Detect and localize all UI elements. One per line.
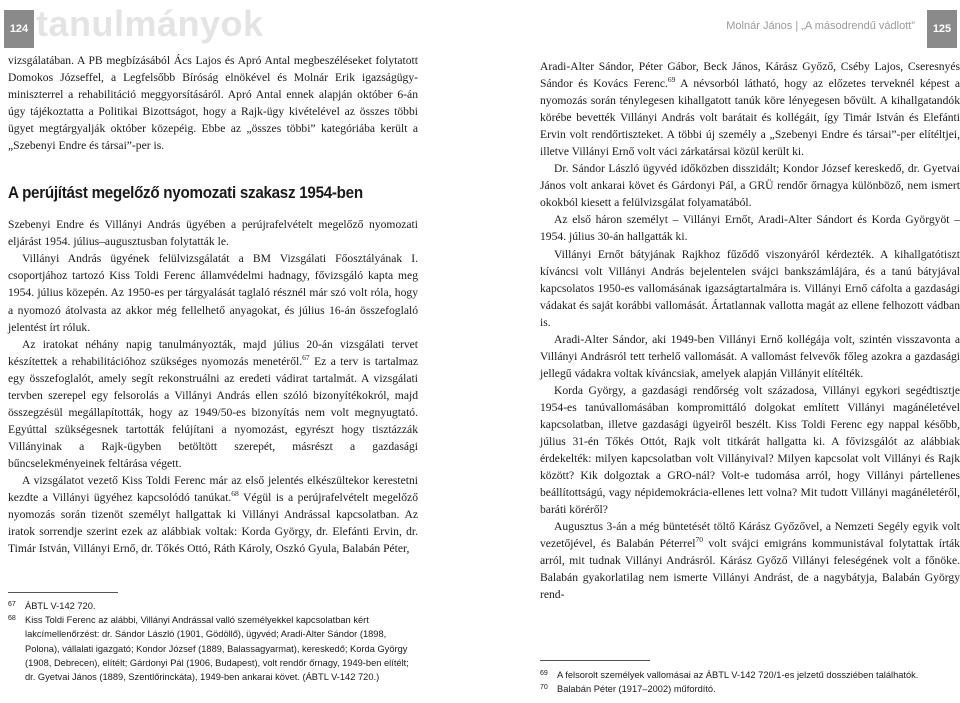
paragraph: vizsgálatában. A PB megbízásából Ács Lajos és Apró Antal megbeszéléseket folytatott Domokos Józseffel, a Legfelsőbb Bíróság elnökével és Molnár Erik igazságügy-miniszterrel a rehabilitáció meggyorsításáról. Apró Antal ennek alapján október 6-án úgy tájékoztatta a Politikai Bizottságot, hogy a Rajk-ügy kivételével az összes többi ügyet megtárgyalják október közepéig. Ebbe az „összes többi” kategóriába került a „Szebenyi Endre és társai”-per is. (8, 54, 418, 153)
footnote (540, 682, 960, 696)
right-column (540, 58, 960, 604)
footnote (540, 668, 960, 682)
paragraph (540, 58, 960, 160)
paragraph (8, 336, 418, 472)
footnote-ref-67[interactable]: 67 (302, 352, 310, 362)
paragraph-text: A névsorból látható, hogy az előzetes terveknél képest a nyomozás során ténylegesen kihallgatott tanúk köre lényegesen bővült. A kihallgatandók körébe bevették Villányi András volt barátait és kollégáit, így Timár István és Elefánti Ervin volt rendőrtiszteket. A többi új személy a „Szebenyi Endre és társai”-per elítéltjei, illetve Villányi Ernő volt váci zárkatársai közül került ki. (540, 77, 960, 159)
footnote-number: 67 (8, 601, 16, 608)
footnote-text: Kiss Toldi Ferenc az alábbi, Villányi Andrással valló személyekkel kapcsolatban kért lakcímellenőrzést: dr. Sándor László (1901, Gödöllő), ügyvéd; Aradi-Alter Sándor (1898, Polona), vállalati igazgató; Kondor József (1889, Balassagyarmat), kereskedő; Korda György (1908, Debrecen), elítélt; Gárdonyi Pál (1906, Budapest), volt rendőr őrnagy, 1949-ben elítélt; dr. Gyetvai János (1889, Szentlőrinckáta), 1949-ben ankarai követ. (ÁBTL V-142 720.) (25, 615, 409, 683)
left-column (8, 52, 418, 557)
paragraph-text: Aradi-Alter Sándor, Péter Gábor, Beck János, Kárász Győző, Cséby Lajos, Cseresnyés Sándor és Kovács Ferenc. (540, 60, 960, 91)
footnote-number: 69 (540, 670, 548, 677)
paragraph: Dr. Sándor László ügyvéd időközben disszidált; Kondor József kereskedő, dr. Gyetvai János volt ankarai követ és Gárdonyi Pál, a GRÜ rendőr őrnagya különböző, nem ismert okokból kiesett a felülvizsgálat folyamatából. (540, 162, 960, 210)
footnote (8, 599, 418, 613)
footnote-ref-69[interactable]: 69 (667, 75, 676, 85)
paragraph-text: A vizsgálatot vezető Kiss Toldi Ferenc már az első jelentés elkészültekor kerestetni kezdte a Villányi ügyéhez kapcsolódó tanúkat. (8, 473, 418, 505)
footnote-divider (540, 660, 650, 661)
footnote-text: A felsorolt személyek vallomásai az ÁBTL V-142 720/1-es jelzetű dossziében találhatók. (557, 670, 919, 680)
paragraph: Aradi-Alter Sándor, aki 1949-ben Villányi Ernő kollégája volt, szintén visszavonta a Villányi Andrásról tett terhelő vallomását. A vallomást felvevők főleg azokra a gazdasági jellegű vádakra voltak kíváncsiak, amelyek alapján Villányit elítélték. (540, 332, 960, 380)
paragraph-text: volt svájci emigráns kommunistával folytattak írták arról, mit tudnak Villányi Andrásról. Kárász Győző Villányi feleségének volt a főnöke. Balabán gyakorlatilag nem ismerte Villányi Andrást, de a nagybátyja, Balabán György rend- (540, 537, 960, 602)
footnotes-left (8, 599, 418, 684)
footnote-number: 70 (540, 684, 548, 692)
page-number-left: 124 (4, 10, 34, 48)
section-heading: A perújítást megelőző nyomozati szakasz 1954-ben (8, 184, 363, 203)
paragraph-text: Az iratokat néhány napig tanulmányozták, majd július 20-án vizsgálati tervet készítettek a rehabilitációhoz szükséges nyomozás menetéről. (8, 337, 418, 368)
paragraph: Az első háron személyt – Villányi Ernőt, Aradi-Alter Sándort és Korda Györgyöt – 1954. július 30-án hallgatták ki. (540, 213, 960, 244)
footnote (8, 613, 418, 684)
paragraph-text: Végül is a perújrafelvételt megelőző nyomozás során tizenöt személyt hallgattak ki Villányi Andrással kapcsolatban. Az iratok sorrendje szerint ezek az alábbiak voltak: Korda György, dr. Elefánti Ervin, dr. Timár István, Villányi Ernő, dr. Tőkés Ottó, Ráth Károly, Oszkó Gyula, Balabán Péter, (8, 491, 418, 556)
footnote-text: Balabán Péter (1917–2002) műfordító. (557, 684, 716, 695)
page-number-right: 125 (927, 10, 957, 48)
paragraph-text: Augusztus 3-án a még büntetését töltő Kárász Győzővel, a Nemzeti Segély egyik volt vezetőjével, és Balabán Péterrel (540, 520, 960, 551)
paragraph: Korda György, a gazdasági rendőrség volt századosa, Villányi egykori segédtisztje 1954-es tanúvallomásában kompromittáló dolgokat említett Villányi magánéletével kapcsolatban, illetve gazdasági ügyeiről beszélt. Kiss Toldi Ferenc egy nappal később, július 31-én Tőkés Ottót, Rajk volt titkárát hallgatta ki. A fővizsgálót az alábbiak érdekelték: milyen kapcsolatban volt Villányival? Milyen kapcsolat volt Villányi és Rajk között? Kik dolgoztak a GRO-nál? Volt-e tudomása arról, hogy Villányi pártellenes beállítottságú, vagy népidemokrácia-ellenes lett volna? Mit tudott Villányi magánéletéről, baráti köréről? (540, 383, 960, 517)
paragraph: Villányi András ügyének felülvizsgálatát a BM Vizsgálati Főosztályának I. csoportjához tartozó Kiss Toldi Ferenc államvédelmi hadnagy, fővizsgáló kapta meg 1954. július közepén. Az 1950-es per tárgyalását taglaló résznél már szó volt róla, hogy a nyomozó átolvasta az akkor még fellelhető anyagokat, és július 16-án összefoglaló jelentést írt róluk. (8, 252, 418, 334)
paragraph: Szebenyi Endre és Villányi András ügyében a perújrafelvételt megelőző nyomozati eljárást 1954. július–augusztusban folytatták le. (8, 218, 418, 249)
paragraph (8, 472, 418, 557)
section-watermark: tanulmányok (36, 3, 264, 44)
paragraph (540, 518, 960, 603)
footnote-text: ÁBTL V-142 720. (25, 601, 96, 611)
footnote-ref-68[interactable]: 68 (231, 489, 239, 499)
running-head: Molnár János | „A másodrendű vádlott” (726, 20, 915, 32)
footnote-divider (8, 592, 118, 593)
footnotes-right (540, 668, 960, 696)
paragraph: Villányi Ernőt bátyjának Rajkhoz fűződő viszonyáról kérdezték. A kihallgatótiszt kíváncsi volt Villányi András bejelentelen svájci bankszámlájára, és a tanú bátyjával kapcsolatos 1950-es vallomásának igazságtartalmára is. Villányi Ernő cáfolta a gazdasági vádakat és saját korábbi vallomását. Ártatlannak vallotta magát az ellene felhozott vádban is. (540, 247, 960, 329)
footnote-ref-70[interactable]: 70 (695, 535, 703, 545)
footnote-number: 68 (8, 615, 16, 623)
paragraph-text: Ez a terv is tartalmaz egy összefoglalót, amely segít rekonstruálni az eredeti vádirat tartalmát. A vizsgálati tervben szerepel egy felsorolás a Villányi András ellen szóló bizonyítékokról, majd összegzésül megállapították, hogy az 1949/50-es bizonyítás nem volt megnyugtató. Egyúttal szükségesnek tartották felújítani a nyomozást, egyrészt hogy tisztázzák Villányinak a Rajk-ügyben betöltött szerepét, másrészt a gazdasági bűncselekményeinek feltárása végett. (8, 354, 419, 470)
